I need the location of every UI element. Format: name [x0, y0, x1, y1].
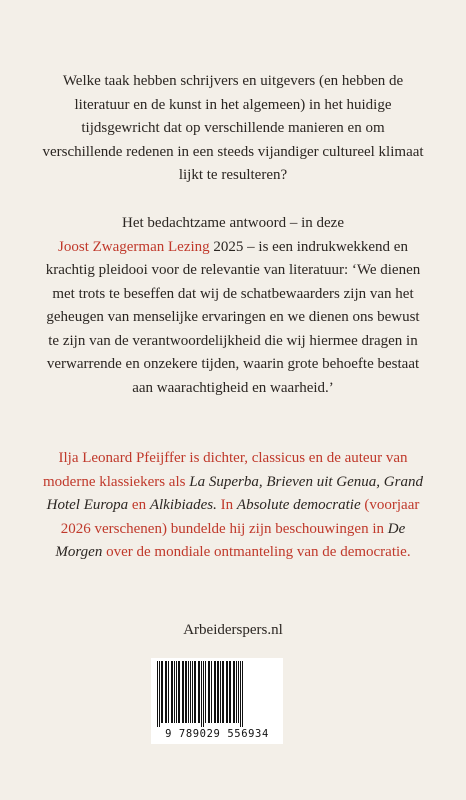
author-bio-paragraph [40, 447, 426, 565]
bio-text-2: In [220, 497, 234, 513]
barcode-bar [159, 661, 160, 727]
newspaper-de-morgen: De Morgen [55, 520, 406, 560]
barcode-bar [171, 661, 173, 723]
book-title-absolute-democratie: Absolute democratie [236, 497, 361, 513]
answer-text-rest: 2025 – is een indrukwekkend en krachtig pleidooi voor de relevantie van literatuur: ‘We dienen met trots te beseffen dat wij de schatbewaarders zijn van het geheugen van menselijke ervaringen en we dienen ons bewust te zijn van de verantwoordelijkheid die wij hiermee dragen in verwarrende en onzekere tijden, waarin grote behoefte bestaat aan waarachtigheid en waarheid.’ [45, 238, 421, 396]
barcode-bar [238, 661, 239, 723]
barcode-bar [198, 661, 200, 723]
barcode-bar [229, 661, 231, 723]
answer-text-start: Het bedachtzame antwoord – in deze [122, 215, 344, 231]
bio-conjunction: en [131, 497, 147, 513]
barcode-bar [178, 661, 180, 723]
description-text: Welke taak hebben schrijvers en uitgevers (en hebben de literatuur en de kunst in het algemeen) in het huidige tijdsgewricht dat op verschillende manieren en om verschillende redenen in een steeds vijandiger cultureel klimaat lijkt te resulteren? [42, 73, 424, 183]
barcode-bar [192, 661, 193, 723]
barcode-bar [174, 661, 175, 723]
barcode-bar [236, 661, 237, 723]
publisher-website: Arbeiderspers.nl [183, 622, 283, 638]
barcode-bar [208, 661, 210, 723]
bio-text-1: Ilja Leonard Pfeijffer is dichter, classicus en de auteur van moderne klassiekers als [43, 450, 408, 490]
barcode-bar [165, 661, 167, 723]
barcode-bar [185, 661, 187, 723]
barcode-bar [226, 661, 228, 723]
barcode-bar [217, 661, 219, 723]
barcode-bar [194, 661, 196, 723]
barcode-bar [205, 661, 206, 723]
bio-text-3: (voorjaar 2026 verschenen) bundelde hij zijn beschouwingen in [60, 497, 420, 537]
barcode-bar [161, 661, 163, 723]
barcode-bar [182, 661, 184, 723]
bio-text-4: over de mondiale ontmanteling van de democratie. [106, 544, 411, 560]
barcode-bar [240, 661, 241, 727]
isbn-number: 9 789029 556934 [165, 728, 269, 740]
barcode-bar [176, 661, 177, 723]
book-title-alkibiades: Alkibiades. [149, 497, 217, 513]
barcode-bars [155, 661, 279, 727]
isbn-barcode [151, 658, 283, 744]
barcode-bar [190, 661, 191, 723]
lecture-name: Joost Zwagerman Lezing [58, 238, 210, 255]
book-titles-1: La Superba, Brieven uit Genua, Grand Hotel Europa [46, 473, 423, 513]
barcode-bar [203, 661, 204, 727]
barcode-bar [220, 661, 221, 723]
barcode-bar [168, 661, 169, 723]
answer-paragraph [40, 212, 426, 400]
description-paragraph [40, 70, 426, 188]
barcode-bar [222, 661, 224, 723]
barcode-bar [188, 661, 189, 723]
barcode-bar [211, 661, 212, 723]
barcode-bar [201, 661, 202, 727]
barcode-bar [242, 661, 243, 727]
barcode-bar [214, 661, 216, 723]
barcode-bar [157, 661, 158, 727]
barcode-bar [233, 661, 235, 723]
